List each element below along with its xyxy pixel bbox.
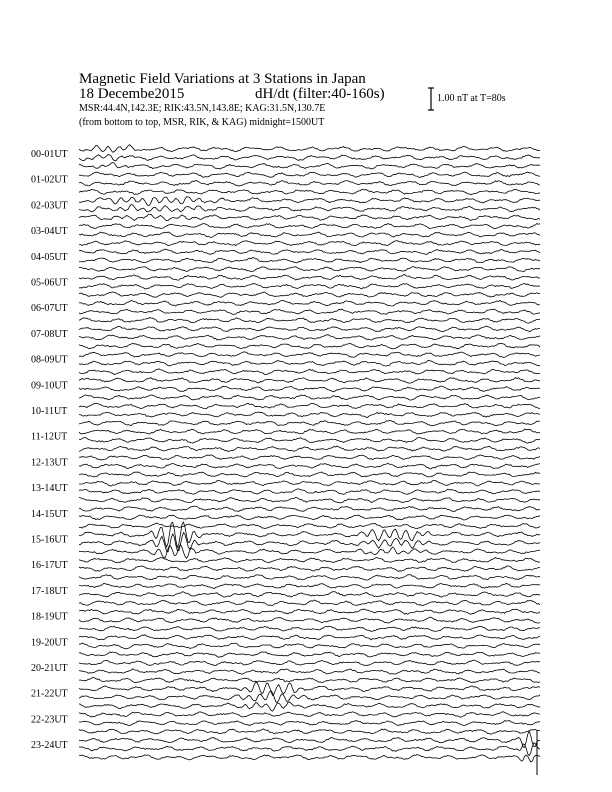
trace-rik bbox=[79, 515, 540, 520]
trace-rik bbox=[79, 743, 540, 756]
hour-label: 22-23UT bbox=[31, 714, 68, 726]
hour-label: 21-22UT bbox=[31, 688, 68, 700]
hour-label: 23-24UT bbox=[31, 740, 68, 752]
trace-kag bbox=[79, 584, 540, 589]
hour-label: 19-20UT bbox=[31, 637, 68, 649]
trace-rik bbox=[79, 669, 540, 674]
trace-kag bbox=[79, 635, 540, 640]
trace-rik bbox=[79, 154, 540, 161]
trace-rik bbox=[79, 438, 540, 444]
trace-rik bbox=[79, 361, 540, 367]
trace-msr bbox=[79, 420, 540, 425]
hour-label: 10-11UT bbox=[31, 406, 68, 417]
trace-rik bbox=[79, 386, 540, 392]
trace-msr bbox=[79, 523, 540, 529]
trace-rik bbox=[79, 284, 540, 290]
trace-rik bbox=[79, 232, 540, 238]
chart-date: 18 Decembe2015 bbox=[79, 86, 185, 102]
trace-rik bbox=[79, 691, 540, 703]
trace-kag bbox=[79, 172, 540, 177]
trace-kag bbox=[79, 249, 540, 254]
trace-kag bbox=[79, 378, 540, 384]
station-coordinates: MSR:44.4N,142.3E; RIK:43.5N,143.8E; KAG:31.5N,130.7E bbox=[79, 103, 326, 114]
trace-kag bbox=[79, 660, 540, 666]
trace-rik bbox=[79, 181, 540, 187]
trace-kag bbox=[79, 480, 540, 486]
scale-bar bbox=[428, 88, 434, 110]
trace-kag bbox=[79, 682, 540, 695]
trace-msr bbox=[79, 575, 540, 581]
trace-msr bbox=[79, 318, 540, 324]
trace-rik bbox=[79, 463, 540, 469]
trace-msr bbox=[79, 395, 540, 400]
trace-msr bbox=[79, 267, 540, 272]
trace-rik bbox=[79, 721, 540, 726]
trace-msr bbox=[79, 626, 540, 631]
trace-rik bbox=[79, 309, 540, 314]
trace-kag bbox=[79, 352, 540, 358]
hour-label: 03-04UT bbox=[31, 226, 68, 238]
hour-label: 17-18UT bbox=[31, 585, 68, 597]
hour-label: 05-06UT bbox=[31, 277, 68, 289]
trace-kag bbox=[79, 455, 540, 460]
trace-rik bbox=[79, 412, 540, 417]
trace-msr bbox=[79, 729, 540, 734]
trace-msr bbox=[79, 369, 540, 375]
hour-label: 13-14UT bbox=[31, 483, 68, 495]
trace-msr bbox=[79, 652, 540, 657]
trace-rik bbox=[79, 533, 540, 552]
trace-rik bbox=[79, 592, 540, 598]
hour-label: 06-07UT bbox=[31, 303, 68, 315]
trace-rik bbox=[79, 489, 540, 494]
trace-msr bbox=[79, 754, 540, 762]
trace-rik bbox=[79, 617, 540, 623]
hour-label: 20-21UT bbox=[31, 663, 68, 674]
hour-label: 07-08UT bbox=[31, 328, 68, 340]
trace-kag bbox=[79, 558, 540, 563]
trace-msr bbox=[79, 241, 540, 246]
chart-parameter: dH/dt (filter:40-160s) bbox=[255, 86, 385, 102]
hour-label: 09-10UT bbox=[31, 380, 68, 392]
trace-rik bbox=[79, 258, 540, 263]
scale-label: 1.00 nT at T=80s bbox=[437, 93, 506, 104]
trace-msr bbox=[79, 702, 540, 711]
hour-label: 18-19UT bbox=[31, 611, 68, 623]
trace-rik bbox=[79, 335, 540, 340]
hour-label: 08-09UT bbox=[31, 354, 68, 366]
trace-kag bbox=[79, 429, 540, 434]
trace-kag bbox=[79, 300, 540, 306]
trace-msr bbox=[79, 472, 540, 477]
hour-label: 02-03UT bbox=[31, 200, 68, 212]
trace-rik bbox=[79, 643, 540, 649]
hour-label: 11-12UT bbox=[31, 431, 68, 443]
trace-kag bbox=[79, 145, 540, 153]
chart-title: Magnetic Field Variations at 3 Stations in Japan bbox=[79, 71, 366, 87]
hour-label: 16-17UT bbox=[31, 560, 68, 572]
trace-msr bbox=[79, 677, 540, 683]
trace-msr bbox=[79, 214, 540, 220]
trace-msr bbox=[79, 497, 540, 503]
trace-msr bbox=[79, 162, 540, 169]
hour-label: 04-05UT bbox=[31, 251, 68, 263]
hour-label: 14-15UT bbox=[31, 508, 68, 520]
hour-label: 01-02UT bbox=[31, 174, 68, 186]
trace-kag bbox=[79, 712, 540, 718]
trace-kag bbox=[79, 506, 540, 512]
trace-msr bbox=[79, 292, 540, 297]
hour-label: 00-01UT bbox=[31, 149, 68, 160]
station-order-note: (from bottom to top, MSR, RIK, & KAG) midnight=1500UT bbox=[79, 117, 325, 128]
trace-msr bbox=[79, 600, 540, 606]
trace-rik bbox=[79, 566, 540, 571]
trace-kag bbox=[79, 224, 540, 229]
trace-msr bbox=[79, 446, 540, 452]
trace-kag bbox=[79, 197, 540, 206]
hour-label: 12-13UT bbox=[31, 457, 68, 469]
trace-kag bbox=[79, 275, 540, 281]
trace-kag bbox=[79, 731, 540, 747]
trace-msr bbox=[79, 189, 540, 195]
trace-msr bbox=[79, 545, 540, 559]
trace-msr bbox=[79, 343, 540, 349]
trace-kag bbox=[79, 609, 540, 614]
trace-kag bbox=[79, 326, 540, 332]
hour-label: 15-16UT bbox=[31, 534, 68, 546]
trace-kag bbox=[79, 403, 540, 408]
